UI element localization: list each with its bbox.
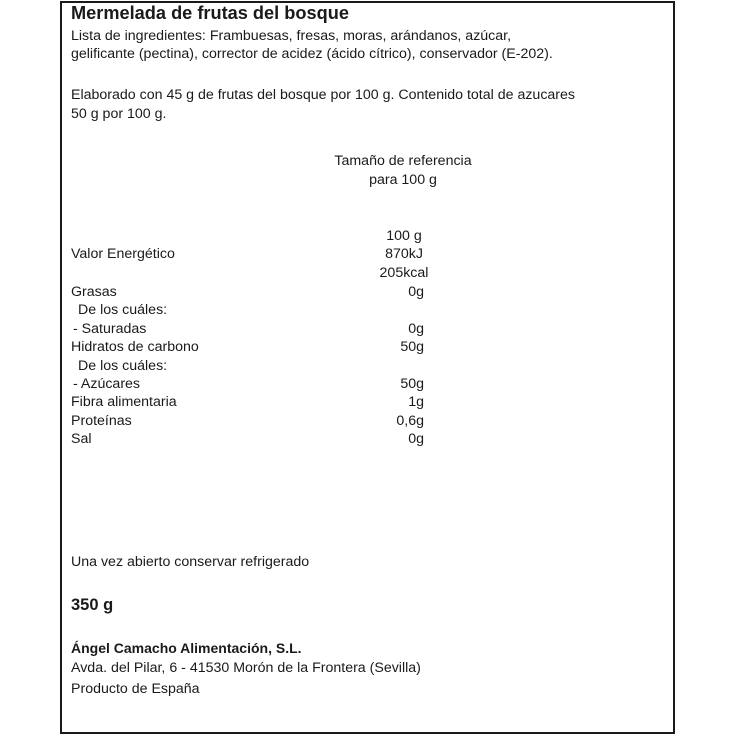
nutrient-label: Proteínas: [71, 413, 132, 429]
nutrient-label: De los cuáles:: [78, 358, 168, 374]
nutrient-label: - Saturadas: [73, 321, 147, 337]
manufacturer-address: Avda. del Pilar, 6 - 41530 Morón de la Frontera (Sevilla): [71, 660, 421, 676]
column-header: 100 g: [386, 228, 422, 244]
nutrient-label: - Azúcares: [73, 376, 141, 392]
net-weight: 350 g: [71, 596, 114, 614]
reference-header-line-2: para 100 g: [369, 172, 437, 188]
nutrient-value: 0g: [408, 321, 424, 337]
nutrient-value: 0g: [408, 284, 424, 300]
energy-kj: 870kJ: [385, 246, 423, 262]
nutrient-value: 1g: [408, 394, 424, 410]
origin: Producto de España: [71, 681, 200, 697]
reference-header-line-1: Tamaño de referencia: [334, 153, 472, 169]
ingredients-line-1: Lista de ingredientes: Frambuesas, fresas, moras, arándanos, azúcar,: [71, 28, 512, 44]
nutrient-value: 0g: [408, 431, 424, 447]
elaboration-line-2: 50 g por 100 g.: [71, 106, 167, 122]
nutrient-value: 50g: [400, 376, 424, 392]
nutrient-label: De los cuáles:: [78, 302, 168, 318]
storage-instructions: Una vez abierto conservar refrigerado: [71, 554, 310, 570]
energy-kcal: 205kcal: [379, 265, 429, 281]
nutrient-label: Sal: [71, 431, 92, 447]
energy-label: Valor Energético: [71, 246, 175, 262]
product-title: Mermelada de frutas del bosque: [71, 3, 349, 23]
manufacturer-name: Ángel Camacho Alimentación, S.L.: [71, 640, 302, 656]
nutrient-value: 50g: [400, 339, 424, 355]
nutrient-label: Grasas: [71, 284, 117, 300]
ingredients-line-2: gelificante (pectina), corrector de acidez (ácido cítrico), conservador (E-202).: [71, 46, 553, 62]
elaboration-line-1: Elaborado con 45 g de frutas del bosque por 100 g. Contenido total de azucares: [71, 87, 576, 103]
nutrient-label: Hidratos de carbono: [71, 339, 199, 355]
nutrient-value: 0,6g: [396, 413, 424, 429]
nutrient-label: Fibra alimentaria: [71, 394, 177, 410]
